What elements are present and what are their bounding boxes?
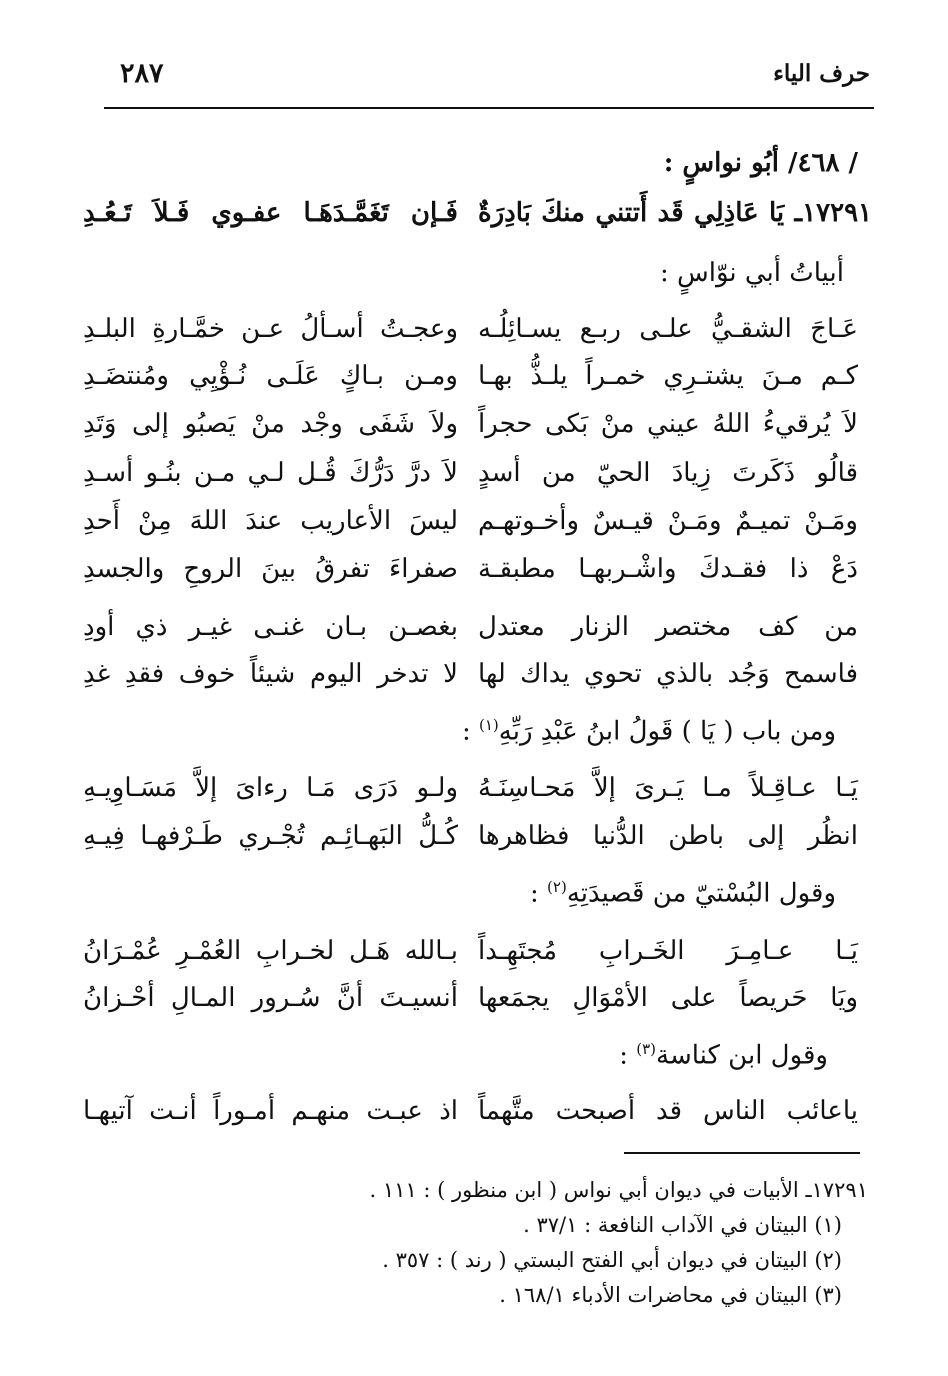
verse-left-hemistich: وعجـتُ أسـألُ عـن خمَّـارةِ البلـدِ: [83, 314, 458, 344]
footnote: (٣) البيتان في محاضرات الأدباء ١٦٨/١ .: [499, 1283, 842, 1307]
verse-right-hemistich: عَـاجَ الشقـيُّ علـى ربـع يسـائِلُـه: [478, 314, 858, 344]
verse-left-hemistich: بـالله هَـل لخـرابِ العُمْـرِ عُمْـرَانُ: [83, 936, 458, 966]
verse-right-hemistich: من كف مختصر الزنار معتدل: [478, 612, 858, 642]
verse-right-hemistich: ١٧٢٩١ـ يَا عَاذِلِي قَد أَتتني منكَ بَادِرَةٌ: [478, 198, 872, 228]
verse-left-hemistich: لاَ درَّ دَرُّكَ قُـل لـي مـن بنُـو أسـدِ: [83, 458, 458, 488]
verse-right-hemistich: ياعائب الناس قد أصبحت متَّهماً: [478, 1096, 858, 1126]
verse-left-hemistich: اذ عبـت منهـم أمـوراً أنـت آتيهـا: [83, 1096, 458, 1126]
verse-left-hemistich: ليسَ الأعاريب عندَ اللهَ مِنْ أَحدِ: [83, 506, 458, 536]
page-number: ٢٨٧: [120, 58, 164, 89]
verse-left-hemistich: بغصـن بـان غنـى غيـر ذي أودِ: [83, 612, 458, 642]
verse-left-hemistich: كُـلُّ البَهـائِـم تُجْـري طَـرْفهـا فِيـهِ: [83, 821, 458, 851]
verse-right-hemistich: فاسمح وَجُد بالذي تحوي يداك لها: [478, 659, 858, 689]
section-intro-abd-rabbih: ومن باب ( يَا ) قَولُ ابنُ عَبْدِ رَبِّهِ$^{(١)}$ :: [461, 716, 836, 747]
footnote: ١٧٢٩١ـ الأبيات في ديوان أبي نواس ( ابن منظور ) : ١١١ .: [369, 1178, 868, 1202]
running-header-chapter: حرف الياء: [773, 60, 870, 87]
verse-left-hemistich: ولاَ شَفَى وجْد منْ يَصبُو إلى وَتَدِ: [83, 409, 458, 439]
verse-right-hemistich: يَـا عـامِـرَ الخَـرابِ مُجتَهِـداً: [478, 936, 858, 966]
footnote-marker: (١): [479, 716, 499, 734]
verse-left-hemistich: فَـإن تَغَمَّـدَهَـا عفـوي فَـلاَ تَـعُـدِ: [83, 198, 458, 228]
footnote: (١) البيتان في الآداب النافعة : ٣٧/١ .: [523, 1213, 842, 1237]
verse-right-hemistich: قالُو ذَكَرتَ زِيادَ الحيّ من أسدٍ: [478, 458, 858, 488]
footnote-marker: (٣): [636, 1040, 657, 1058]
verse-left-hemistich: صفراءَ تفرقُ بينَ الروحِ والجسدِ: [83, 554, 458, 584]
footnote-rule: [624, 1152, 860, 1154]
poet-heading: / ٤٦٨/ أبُو نواسٍ :: [663, 148, 858, 178]
verse-right-hemistich: ومَـنْ تميـمٌ ومَـنْ قيـسٌ وأخـوتهـم: [478, 506, 858, 536]
verse-right-hemistich: لاَ يُرقيءُ اللهُ عيني منْ بَكى حجراً: [478, 409, 858, 439]
verse-right-hemistich: دَعْ ذا فقـدكَ واشْـربهـا مطبقـة: [478, 554, 858, 584]
header-rule: [104, 107, 874, 109]
section-intro-kunasa: وقول ابن كناسة$^{(٣)}$ :: [619, 1040, 828, 1071]
verse-right-hemistich: يَـا عـاقِـلاً مـا يَـرىَ إلاَّ مَحـاسِنَـهُ: [478, 773, 858, 803]
verse-left-hemistich: ومـن بـاكٍ عَلَـى نُـؤْيِي ومُنتضَـدِ: [83, 361, 458, 391]
verse-left-hemistich: أنسيـتَ أنَّ سُـرور المـالِ أحْـزانُ: [83, 983, 458, 1013]
section-intro-nuwas: أبياتُ أبي نوّاسٍ :: [659, 258, 844, 288]
verse-right-hemistich: ويَا حَريصاً على الأمْوَالِ يجمَعها: [478, 983, 858, 1013]
verse-left-hemistich: لا تدخر اليوم شيئاً خوف فقدِ غدِ: [83, 659, 458, 689]
verse-right-hemistich: انظُر إلى باطن الدُّنيا فظاهرها: [478, 821, 858, 851]
footnote-marker: (٢): [547, 878, 567, 896]
verse-right-hemistich: كـم مـنَ يشتـرِي خمـراً يلـذُّ بهـا: [478, 361, 858, 391]
section-intro-busti: وقول البُسْتيّ من قَصيدَتِهِ$^{(٢)}$ :: [530, 878, 836, 909]
verse-left-hemistich: ولـو دَرَى مَـا رءاىَ إلاَّ مَسَـاوِيـهِ: [83, 773, 458, 803]
footnote: (٢) البيتان في ديوان أبي الفتح البستي ( رند ) : ٣٥٧ .: [382, 1248, 842, 1272]
